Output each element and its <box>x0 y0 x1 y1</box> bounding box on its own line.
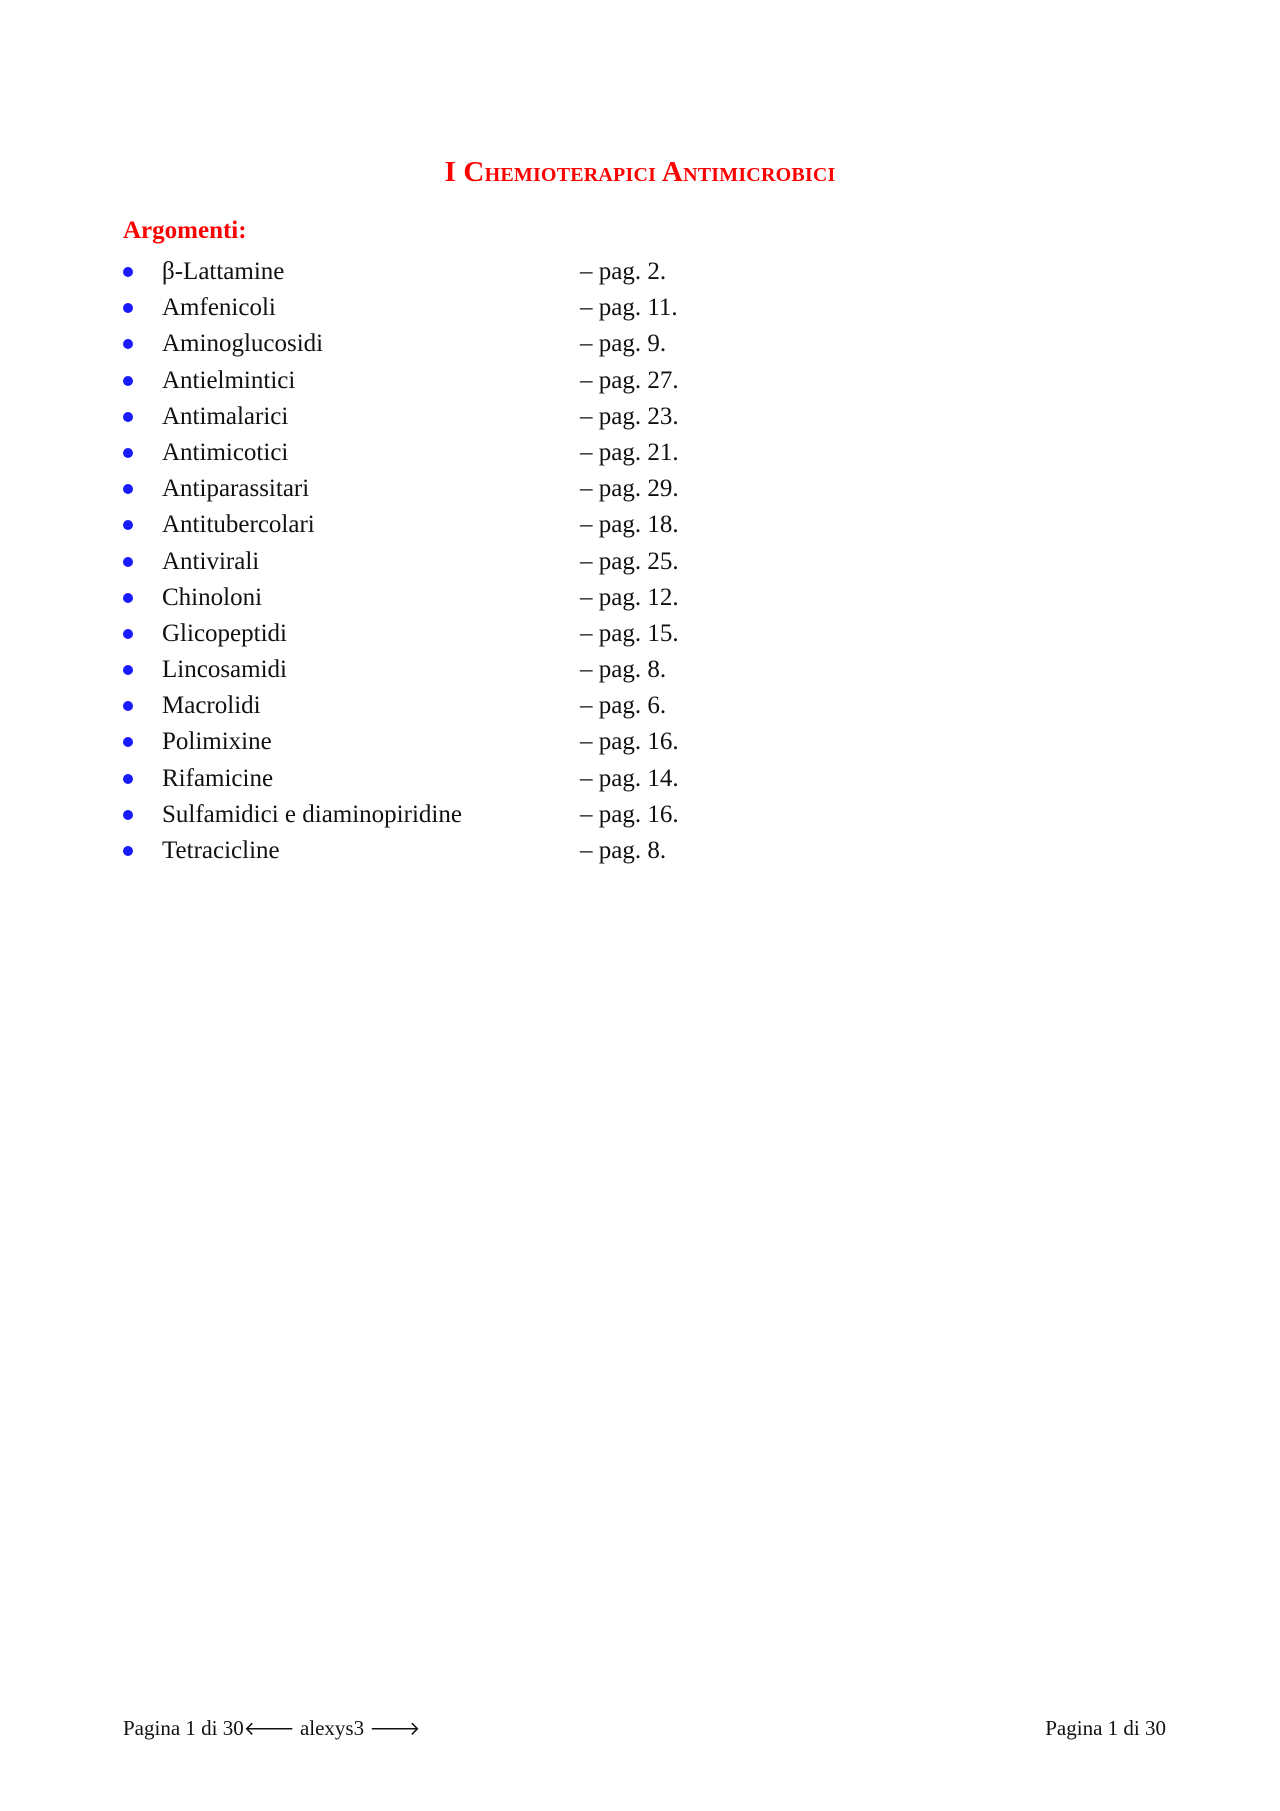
bullet-icon <box>123 593 133 603</box>
toc-item-label: Glicopeptidi <box>162 619 287 647</box>
toc-item-label: Antimicotici <box>162 438 289 466</box>
toc-item-label: Antitubercolari <box>162 511 315 539</box>
list-item <box>121 290 821 326</box>
bullet-icon <box>123 412 133 422</box>
toc-item-label: Lincosamidi <box>162 656 287 684</box>
list-item <box>121 688 821 724</box>
list-item <box>121 616 821 652</box>
toc-item-label: Polimixine <box>162 728 272 756</box>
toc-item-page: – pag. 29. <box>580 475 679 503</box>
list-item <box>121 761 821 797</box>
list-item <box>121 724 821 760</box>
list-item <box>121 652 821 688</box>
toc-item-label: Sulfamidici e diaminopiridine <box>162 800 462 828</box>
bullet-icon <box>123 774 133 784</box>
toc-item-label: Rifamicine <box>162 764 274 792</box>
list-item <box>121 471 821 507</box>
bullet-icon <box>123 701 133 711</box>
toc-item-page: – pag. 9. <box>580 330 667 358</box>
list-item <box>121 544 821 580</box>
toc-item-label: Macrolidi <box>162 692 261 720</box>
bullet-icon <box>123 737 133 747</box>
toc-item-label: Antivirali <box>162 547 260 575</box>
bullet-icon <box>123 339 133 349</box>
toc-item-page: – pag. 23. <box>580 402 679 430</box>
bullet-icon <box>123 448 133 458</box>
footer-left <box>123 1716 420 1741</box>
footer-right-page-number: Pagina 1 di 30 <box>1045 1716 1166 1740</box>
list-item <box>121 326 821 362</box>
list-item <box>121 254 821 290</box>
toc-item-page: – pag. 25. <box>580 547 679 575</box>
toc-item-label: Amfenicoli <box>162 294 276 322</box>
list-item <box>121 833 821 869</box>
toc-item-label: Tetracicline <box>162 837 280 864</box>
toc-item-label: Chinoloni <box>162 583 263 611</box>
toc-item-page: – pag. 21. <box>580 438 679 466</box>
toc-item-page: – pag. 14. <box>580 764 679 792</box>
toc-item-page: – pag. 6. <box>580 692 667 720</box>
bullet-icon <box>123 484 133 494</box>
bullet-icon <box>123 520 133 530</box>
bullet-icon <box>123 376 133 386</box>
toc-item-page: – pag. 11. <box>580 294 678 322</box>
list-item <box>121 435 821 471</box>
bullet-icon <box>123 303 133 313</box>
toc-item-label: β-Lattamine <box>162 258 285 285</box>
bullet-icon <box>123 557 133 567</box>
toc-item-page: – pag. 2. <box>580 258 667 285</box>
table-of-contents <box>121 254 821 869</box>
page-title: I Chemioterapici Antimicrobici <box>444 156 836 188</box>
list-item <box>121 363 821 399</box>
toc-item-label: Antiparassitari <box>162 475 310 503</box>
toc-item-label: Aminoglucosidi <box>162 330 324 358</box>
arrow-right-icon[interactable]: 🡒 <box>369 1718 421 1740</box>
bullet-icon <box>123 846 133 856</box>
toc-item-label: Antielmintici <box>162 366 296 394</box>
list-item <box>121 797 821 833</box>
list-item <box>121 507 821 543</box>
toc-item-page: – pag. 27. <box>580 366 679 394</box>
section-heading: Argomenti: <box>123 217 247 244</box>
toc-item-page: – pag. 18. <box>580 511 679 539</box>
toc-item-page: – pag. 12. <box>580 583 679 611</box>
toc-item-page: – pag. 15. <box>580 619 679 647</box>
arrow-left-icon[interactable]: 🡐 <box>243 1718 295 1740</box>
toc-item-page: – pag. 8. <box>580 656 667 684</box>
bullet-icon <box>123 665 133 675</box>
list-item <box>121 580 821 616</box>
bullet-icon <box>123 267 133 277</box>
list-item <box>121 399 821 435</box>
footer-page-number: Pagina 1 di 30 <box>123 1716 244 1740</box>
bullet-icon <box>123 810 133 820</box>
toc-item-page: – pag. 16. <box>580 728 679 756</box>
toc-item-page: – pag. 8. <box>580 837 667 864</box>
footer-author: alexys3 <box>294 1716 370 1740</box>
toc-item-label: Antimalarici <box>162 402 289 430</box>
toc-item-page: – pag. 16. <box>580 800 679 828</box>
bullet-icon <box>123 629 133 639</box>
